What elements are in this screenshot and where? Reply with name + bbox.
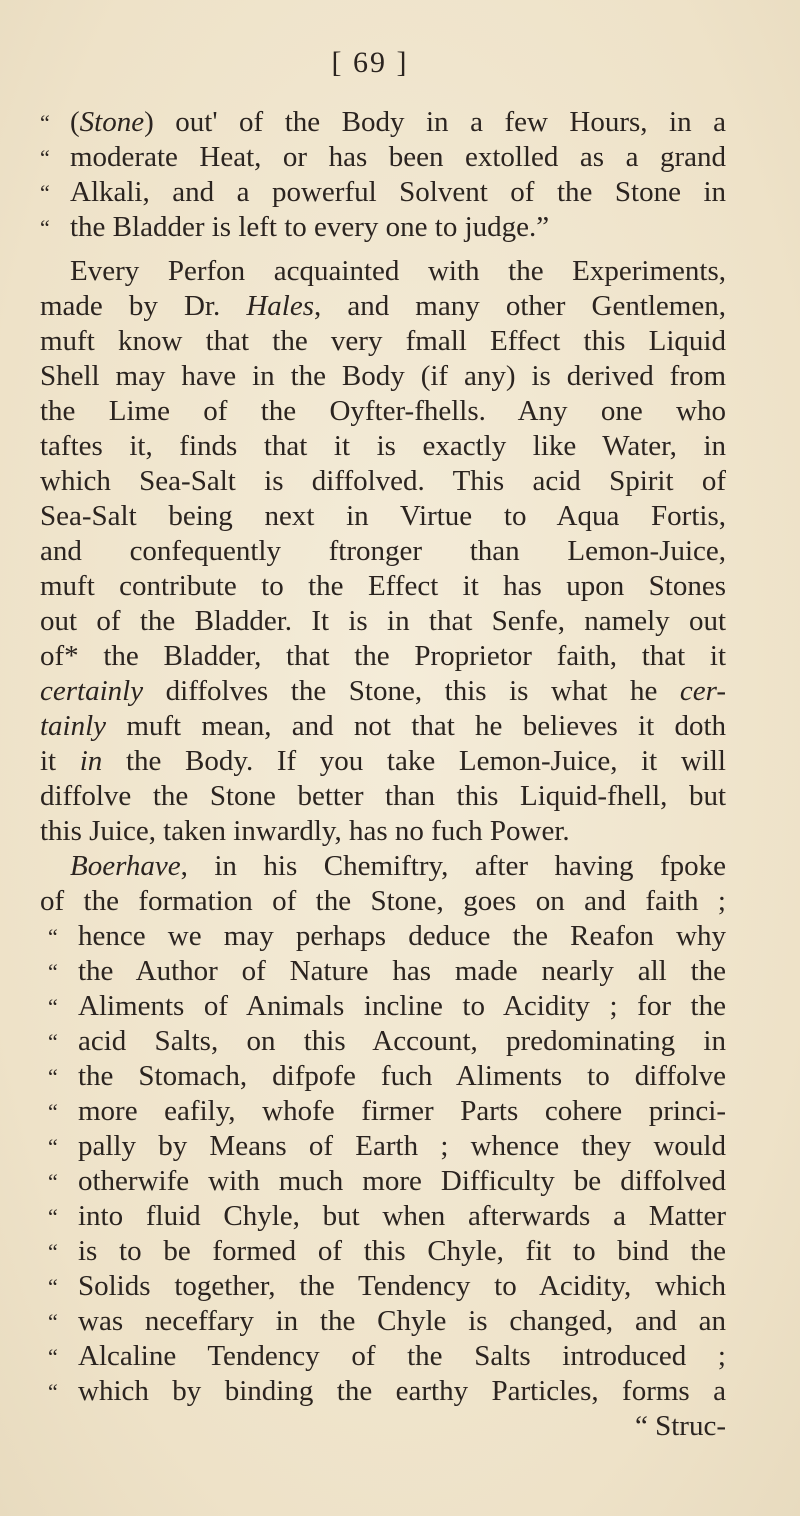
line-text — [70, 175, 726, 210]
quote-mark: “ — [48, 994, 58, 1019]
text-segment: muft know that the very fmall Effect this Liquid — [40, 325, 726, 357]
text-line — [40, 1269, 726, 1304]
text-line — [40, 744, 726, 779]
quote-mark: “ — [48, 1379, 58, 1404]
text-segment: made by Dr. — [40, 290, 247, 322]
line-text — [78, 919, 726, 954]
text-line — [40, 919, 726, 954]
italic-text: Stone — [79, 106, 145, 138]
text-segment: of the formation of the Stone, goes on and faith ; — [40, 885, 726, 917]
line-text — [78, 1094, 726, 1129]
text-segment: Alkali, and a powerful Solvent of the Stone in — [70, 176, 726, 208]
text-segment: , and many other Gentlemen, — [314, 290, 726, 322]
text-segment: the Body. If you take Lemon-Juice, it will — [102, 745, 726, 777]
text-segment: Alcaline Tendency of the Salts introduced ; — [78, 1340, 726, 1372]
quote-mark: “ — [40, 110, 50, 135]
text-segment: was neceffary in the Chyle is changed, and an — [78, 1305, 726, 1337]
quote-mark: “ — [48, 924, 58, 949]
text-segment: the Author of Nature has made nearly all the — [78, 955, 726, 987]
text-segment: pally by Means of Earth ; whence they would — [78, 1130, 726, 1162]
text-line — [40, 569, 726, 604]
quote-mark: “ — [48, 1134, 58, 1159]
text-segment: taftes it, finds that it is exactly like Water, in — [40, 430, 726, 462]
text-segment: the Stomach, difpofe fuch Aliments to diffolve — [78, 1060, 726, 1092]
quote-mark: “ — [40, 145, 50, 170]
page-text — [40, 105, 726, 1444]
catchword-text: “ Struc- — [635, 1410, 726, 1442]
line-text — [78, 1304, 726, 1339]
text-segment: and confequently ftronger than Lemon-Juice, — [40, 535, 726, 567]
text-segment: Solids together, the Tendency to Acidity, which — [78, 1270, 726, 1302]
text-segment: out of the Bladder. It is in that Senfe, namely out — [40, 605, 726, 637]
text-segment: into fluid Chyle, but when afterwards a Matter — [78, 1200, 726, 1232]
text-line — [40, 1024, 726, 1059]
text-segment: ( — [70, 106, 80, 138]
text-line — [40, 105, 726, 140]
text-line — [40, 175, 726, 210]
text-line — [40, 954, 726, 989]
italic-text: certainly — [40, 675, 144, 707]
line-text — [40, 709, 726, 744]
text-segment: it — [40, 745, 80, 777]
line-text — [78, 1024, 726, 1059]
line-text — [78, 1199, 726, 1234]
text-line — [40, 499, 726, 534]
italic-text: in — [79, 745, 103, 777]
text-line — [40, 464, 726, 499]
text-line — [40, 814, 726, 849]
text-segment: which Sea-Salt is diffolved. This acid Spirit of — [40, 465, 726, 497]
text-segment: which by binding the earthy Particles, forms a — [78, 1375, 726, 1407]
text-line — [40, 359, 726, 394]
text-line — [40, 254, 726, 289]
text-segment: this Juice, taken inwardly, has no fuch Power. — [40, 815, 570, 847]
text-line — [40, 1234, 726, 1269]
text-segment: acid Salts, on this Account, predominating in — [78, 1025, 726, 1057]
line-text — [40, 499, 726, 534]
line-text — [78, 1374, 726, 1409]
text-segment: of* the Bladder, that the Proprietor faith, that it — [40, 640, 726, 672]
text-segment: Every Perfon acquainted with the Experiments, — [70, 255, 726, 287]
line-text — [40, 464, 726, 499]
quote-mark: “ — [48, 1274, 58, 1299]
text-line — [40, 779, 726, 814]
line-text — [40, 674, 726, 709]
text-segment: hence we may perhaps deduce the Reafon why — [78, 920, 726, 952]
line-text — [70, 210, 726, 245]
quote-mark: “ — [48, 959, 58, 984]
quote-mark: “ — [48, 1099, 58, 1124]
line-text — [78, 954, 726, 989]
text-segment: Shell may have in the Body (if any) is derived from — [40, 360, 726, 392]
line-text — [40, 254, 726, 289]
text-line — [40, 709, 726, 744]
text-segment: more eafily, whofe firmer Parts cohere princi- — [78, 1095, 726, 1127]
line-text — [40, 604, 726, 639]
line-text — [78, 1164, 726, 1199]
text-line — [40, 1059, 726, 1094]
text-segment: muft mean, and not that he believes it doth — [106, 710, 726, 742]
paragraph — [40, 254, 726, 849]
italic-text: cer- — [679, 675, 726, 707]
line-text — [70, 105, 726, 140]
text-line — [40, 210, 726, 245]
paragraph — [40, 105, 726, 245]
line-text — [78, 1129, 726, 1164]
quote-mark: “ — [40, 180, 50, 205]
line-text — [78, 1339, 726, 1374]
text-line — [40, 604, 726, 639]
quote-mark: “ — [48, 1064, 58, 1089]
line-text — [40, 534, 726, 569]
text-segment: Sea-Salt being next in Virtue to Aqua Fortis, — [40, 500, 726, 532]
line-text — [40, 429, 726, 464]
text-line — [40, 989, 726, 1024]
line-text — [40, 884, 726, 919]
quote-mark: “ — [48, 1029, 58, 1054]
line-text — [40, 289, 726, 324]
quote-mark: “ — [48, 1309, 58, 1334]
text-line — [40, 1094, 726, 1129]
text-line — [40, 1164, 726, 1199]
line-text — [40, 639, 726, 674]
quote-mark: “ — [48, 1204, 58, 1229]
page-number: [ 69 ] — [331, 46, 409, 79]
text-segment: is to be formed of this Chyle, fit to bind the — [78, 1235, 726, 1267]
text-line — [40, 1339, 726, 1374]
line-text — [40, 849, 726, 884]
text-line — [40, 1304, 726, 1339]
catchword — [40, 1409, 726, 1444]
text-line — [40, 1374, 726, 1409]
line-text — [40, 394, 726, 429]
line-text — [78, 1059, 726, 1094]
text-segment: the Bladder is left to every one to judge.” — [70, 211, 550, 243]
line-text — [40, 779, 726, 814]
text-line — [40, 534, 726, 569]
text-line — [40, 1199, 726, 1234]
quote-mark: “ — [40, 215, 50, 240]
line-text — [78, 989, 726, 1024]
text-line — [40, 394, 726, 429]
line-text — [40, 569, 726, 604]
text-segment: ) out' of the Body in a few Hours, in a — [144, 106, 726, 138]
quote-mark: “ — [48, 1239, 58, 1264]
paragraph — [40, 849, 726, 1409]
line-text — [40, 814, 726, 849]
text-line — [40, 429, 726, 464]
text-line — [40, 289, 726, 324]
line-text — [78, 1269, 726, 1304]
text-segment: Aliments of Animals incline to Acidity ; for the — [78, 990, 726, 1022]
line-text — [40, 359, 726, 394]
text-segment: diffolves the Stone, this is what he — [143, 675, 680, 707]
text-line — [40, 639, 726, 674]
text-line — [40, 674, 726, 709]
line-text — [78, 1234, 726, 1269]
text-segment: otherwife with much more Difficulty be diffolved — [78, 1165, 726, 1197]
text-line — [40, 140, 726, 175]
text-segment: muft contribute to the Effect it has upon Stones — [40, 570, 726, 602]
line-text — [40, 324, 726, 359]
quote-mark: “ — [48, 1344, 58, 1369]
italic-text: Boerhave — [70, 850, 181, 882]
text-segment: moderate Heat, or has been extolled as a grand — [70, 141, 726, 173]
line-text — [40, 744, 726, 779]
text-segment: diffolve the Stone better than this Liquid-fhell, but — [40, 780, 726, 812]
text-line — [40, 324, 726, 359]
italic-text: Hales — [246, 290, 314, 322]
text-line — [40, 849, 726, 884]
quote-mark: “ — [48, 1169, 58, 1194]
text-line — [40, 1129, 726, 1164]
italic-text: tainly — [40, 710, 107, 742]
text-segment: , in his Chemiftry, after having fpoke — [180, 850, 726, 882]
line-text — [70, 140, 726, 175]
text-segment: the Lime of the Oyfter-fhells. Any one who — [40, 395, 726, 427]
text-line — [40, 884, 726, 919]
